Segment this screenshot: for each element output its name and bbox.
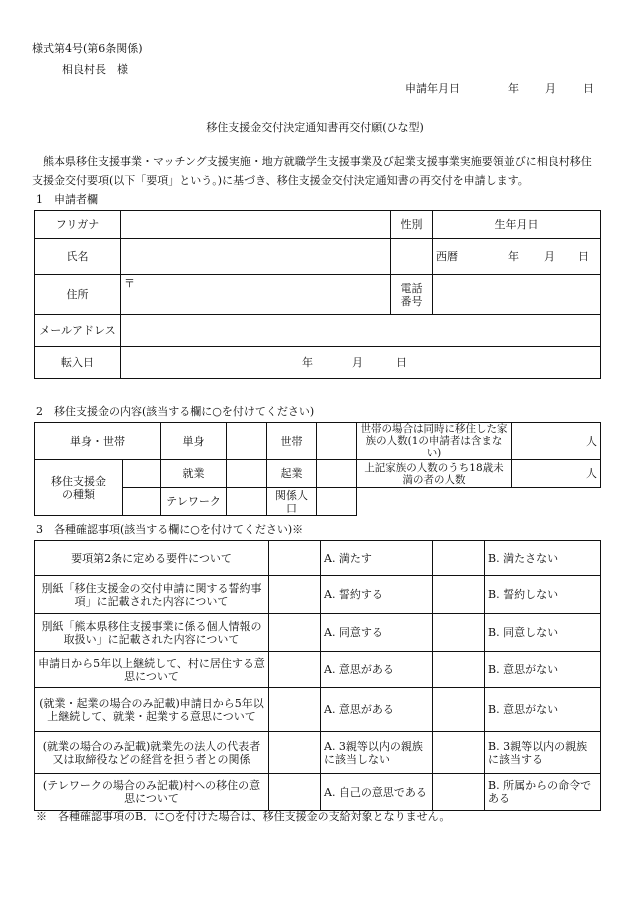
support-content-table	[34, 422, 601, 516]
option-a-checkbox[interactable]	[269, 576, 321, 614]
single-option: 単身	[161, 423, 227, 460]
move-in-month: 月	[352, 355, 363, 369]
option-a-checkbox[interactable]	[269, 732, 321, 774]
birth-era: 西暦	[436, 249, 458, 263]
addressee: 相良村長 様	[62, 63, 128, 76]
birth-day: 日	[578, 249, 589, 263]
confirmation-row	[35, 614, 601, 652]
option-b-checkbox[interactable]	[433, 732, 485, 774]
option-b-checkbox[interactable]	[433, 614, 485, 652]
name-field[interactable]	[121, 239, 391, 275]
under18-label: 上記家族の人数のうち18歳未満の者の人数	[357, 460, 512, 488]
confirmation-item-label: 申請日から5年以上継続して、村に居住する意思について	[35, 652, 269, 688]
employment-option: 就業	[161, 460, 227, 488]
family-count-unit: 人	[586, 434, 597, 448]
option-a-label: A. 意思がある	[321, 688, 433, 732]
furigana-field[interactable]	[121, 211, 391, 239]
confirmation-row	[35, 732, 601, 774]
household-checkbox[interactable]	[317, 423, 357, 460]
address-field[interactable]	[121, 275, 391, 315]
section3-heading: 3 各種確認事項(該当する欄に○を付けてください)※	[36, 523, 304, 536]
option-b-checkbox[interactable]	[433, 541, 485, 576]
confirmation-row	[35, 652, 601, 688]
confirmation-row	[35, 688, 601, 732]
confirmation-item-label: 別紙「熊本県移住支援事業に係る個人情報の取扱い」に記載された内容について	[35, 614, 269, 652]
related-population-blank	[317, 488, 357, 516]
phone-label	[391, 275, 433, 315]
gender-field[interactable]	[391, 239, 433, 275]
single-checkbox[interactable]	[227, 423, 267, 460]
birthdate-field[interactable]	[433, 239, 601, 275]
confirmation-row	[35, 541, 601, 576]
name-label: 氏名	[35, 239, 121, 275]
form-number: 様式第4号(第6条関係)	[32, 42, 143, 55]
option-b-label: B. 意思がない	[485, 688, 601, 732]
footnote: ※ 各種確認事項のB．に○を付けた場合は、移住支援金の支給対象となりません。	[36, 810, 451, 823]
option-a-label: A. 自己の意思である	[321, 774, 433, 811]
option-b-label: B. 所属からの命令である	[485, 774, 601, 811]
gender-label: 性別	[391, 211, 433, 239]
single-household-label: 単身・世帯	[35, 423, 161, 460]
family-count-label: 世帯の場合は同時に移住した家族の人数(1の申請者は含まない)	[357, 423, 512, 460]
confirmation-item-label: (就業の場合のみ記載)就業先の法人の代表者又は取締役などの経営を担う者との関係	[35, 732, 269, 774]
email-label: メールアドレス	[35, 315, 121, 347]
birth-month: 月	[544, 249, 555, 263]
startup-option: 起業	[267, 460, 317, 488]
option-b-label: B. 3親等以内の親族に該当する	[485, 732, 601, 774]
option-b-checkbox[interactable]	[433, 688, 485, 732]
section1-heading: 1 申請者欄	[36, 193, 98, 206]
family-count-field[interactable]	[512, 423, 601, 460]
application-date-year: 年	[508, 82, 519, 95]
support-type-label-line2: の種類	[62, 487, 95, 501]
related-population-checkbox[interactable]	[227, 488, 267, 516]
telework-checkbox[interactable]	[123, 488, 161, 516]
phone-label-line2: 番号	[400, 294, 423, 308]
application-date-day: 日	[583, 82, 594, 95]
startup-blank	[317, 460, 357, 488]
support-type-label-line1: 移住支援金	[51, 474, 106, 488]
move-in-field[interactable]	[121, 347, 601, 379]
option-b-checkbox[interactable]	[433, 774, 485, 811]
option-a-checkbox[interactable]	[269, 541, 321, 576]
application-date-label: 申請年月日	[405, 82, 460, 95]
confirmation-table	[34, 540, 601, 811]
confirmation-row	[35, 774, 601, 811]
confirmation-row	[35, 576, 601, 614]
move-in-label: 転入日	[35, 347, 121, 379]
postal-mark: 〒	[124, 277, 135, 290]
section2-heading: 2 移住支援金の内容(該当する欄に○を付けてください)	[36, 405, 315, 418]
startup-checkbox[interactable]	[227, 460, 267, 488]
birthdate-label: 生年月日	[433, 211, 601, 239]
related-population-option: 関係人口	[267, 488, 317, 516]
furigana-label: フリガナ	[35, 211, 121, 239]
option-a-checkbox[interactable]	[269, 774, 321, 811]
option-a-label: A. 満たす	[321, 541, 433, 576]
option-a-label: A. 意思がある	[321, 652, 433, 688]
option-b-checkbox[interactable]	[433, 652, 485, 688]
option-a-checkbox[interactable]	[269, 652, 321, 688]
option-a-label: A. 3親等以内の親族に該当しない	[321, 732, 433, 774]
phone-label-line1: 電話	[400, 281, 423, 295]
move-in-year: 年	[302, 355, 313, 369]
option-b-label: B. 満たさない	[485, 541, 601, 576]
confirmation-item-label: 要項第2条に定める要件について	[35, 541, 269, 576]
household-option: 世帯	[267, 423, 317, 460]
support-type-label	[35, 460, 123, 516]
under18-unit: 人	[586, 467, 597, 480]
under18-field[interactable]	[512, 460, 601, 488]
option-b-label: B. 意思がない	[485, 652, 601, 688]
phone-field[interactable]	[433, 275, 601, 315]
option-a-label: A. 同意する	[321, 614, 433, 652]
address-label: 住所	[35, 275, 121, 315]
applicant-table	[34, 210, 601, 379]
application-date-month: 月	[545, 82, 556, 95]
option-a-label: A. 誓約する	[321, 576, 433, 614]
option-a-checkbox[interactable]	[269, 688, 321, 732]
option-b-label: B. 誓約しない	[485, 576, 601, 614]
intro-paragraph: 熊本県移住支援事業・マッチング支援実施・地方就職学生支援事業及び起業支援事業実施要領並びに相良村移住支援金交付要項(以下「要項」という。)に基づき、移住支援金交付決定通知書の再交付を申請します。	[32, 155, 592, 187]
employment-checkbox[interactable]	[123, 460, 161, 488]
confirmation-item-label: 別紙「移住支援金の交付申請に関する誓約事項」に記載された内容について	[35, 576, 269, 614]
confirmation-item-label: (就業・起業の場合のみ記載)申請日から5年以上継続して、就業・起業する意思について	[35, 688, 269, 732]
birth-year: 年	[508, 249, 519, 263]
move-in-day: 日	[396, 355, 407, 369]
option-b-checkbox[interactable]	[433, 576, 485, 614]
telework-option: テレワーク	[161, 488, 227, 516]
option-a-checkbox[interactable]	[269, 614, 321, 652]
confirmation-item-label: (テレワークの場合のみ記載)村への移住の意思について	[35, 774, 269, 811]
email-field[interactable]	[121, 315, 601, 347]
option-b-label: B. 同意しない	[485, 614, 601, 652]
document-title: 移住支援金交付決定通知書再交付願(ひな型)	[206, 121, 424, 134]
